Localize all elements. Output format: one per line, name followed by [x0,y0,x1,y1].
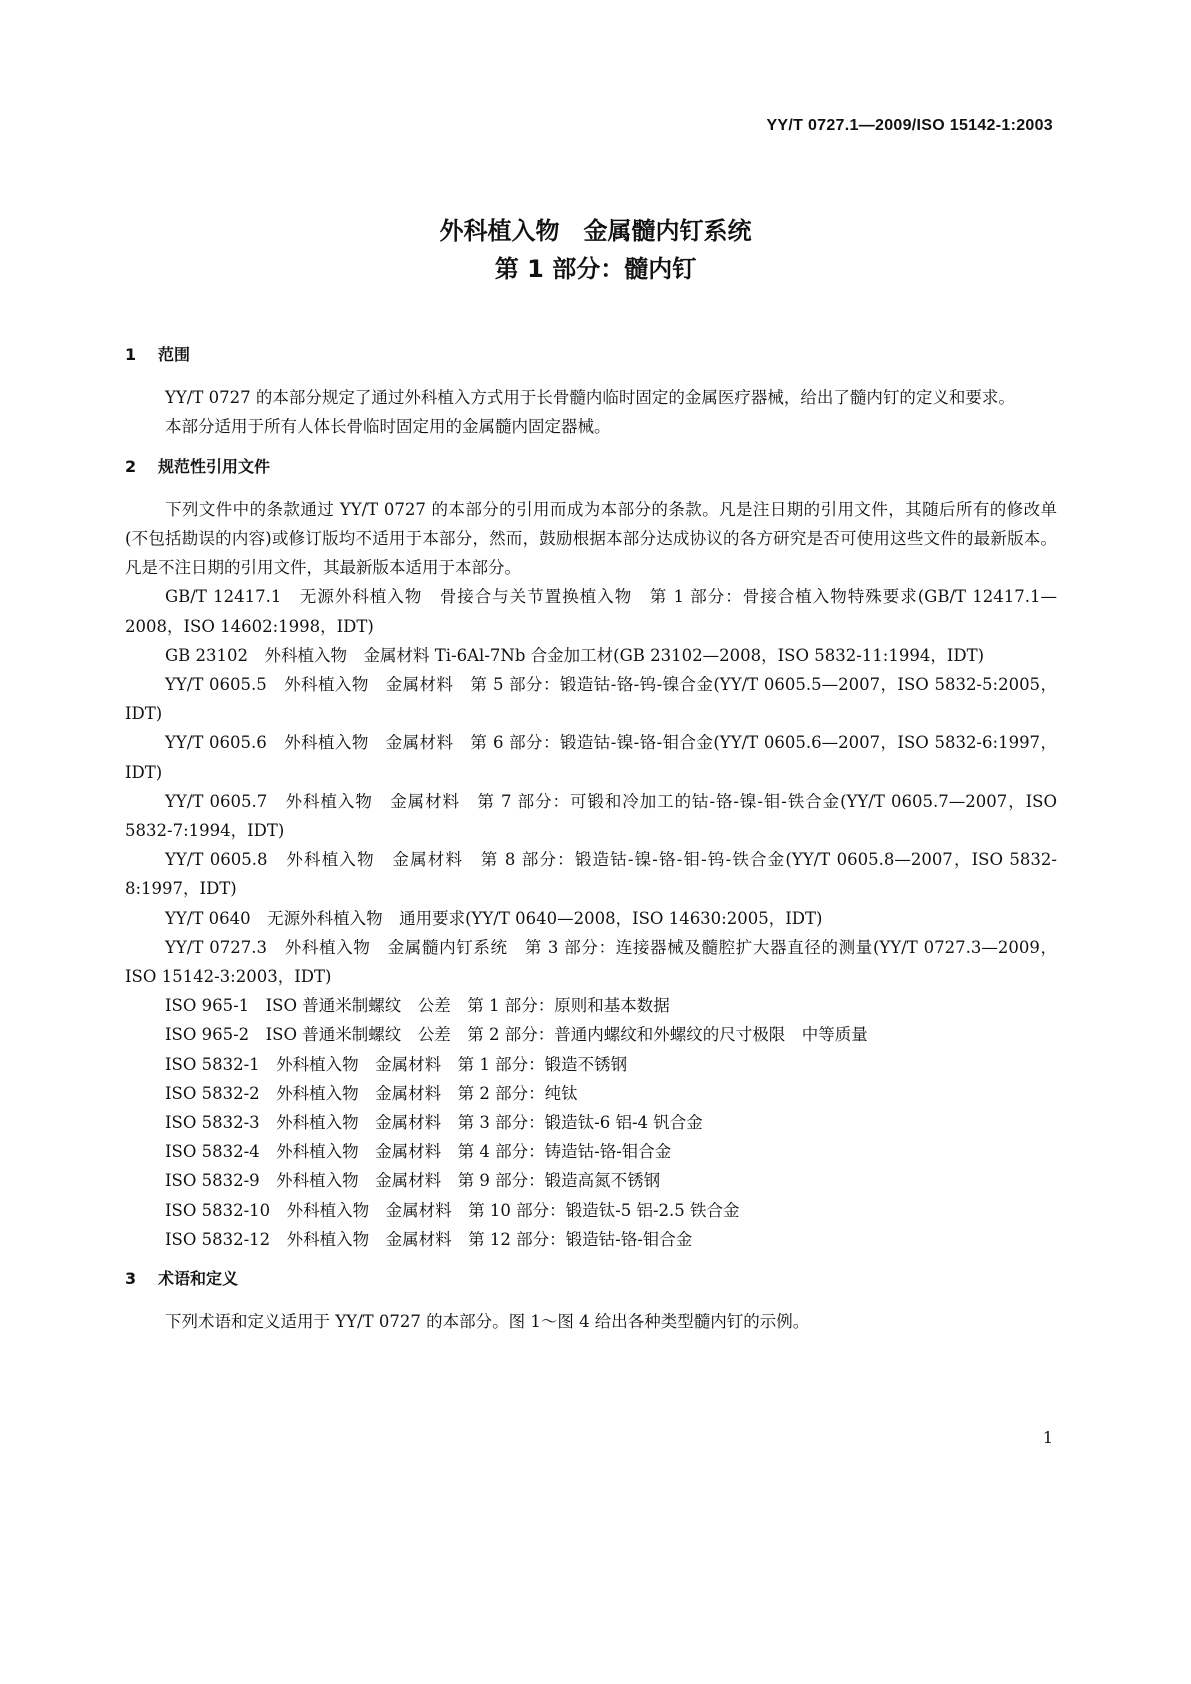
section-body [125,383,1057,441]
section-number: 3 [125,1269,137,1289]
reference-entry: YY/T 0727.3 外科植入物 金属髓内钉系统 第 3 部分：连接器械及髓腔扩大器直径的测量(YY/T 0727.3—2009，ISO 15142-3:2003，IDT) [125,937,1057,987]
document-title [0,212,1191,288]
reference-entry: ISO 5832-4 外科植入物 金属材料 第 4 部分：铸造钴-铬-钼合金 [165,1142,672,1162]
section-title: 术语和定义 [158,1269,239,1289]
reference-entry: ISO 5832-3 外科植入物 金属材料 第 3 部分：锻造钛-6 铝-4 钒合金 [165,1113,703,1133]
section-body [125,1307,1057,1336]
reference-entry: YY/T 0605.6 外科植入物 金属材料 第 6 部分：锻造钴-镍-铬-钼合金(YY/T 0605.6—2007，ISO 5832-6:1997，IDT) [125,733,1057,782]
section-heading [125,340,1057,369]
reference-entry: YY/T 0605.8 外科植入物 金属材料 第 8 部分：锻造钴-镍-铬-钼-钨-铁合金(YY/T 0605.8—2007，ISO 5832-8:1997，IDT) [125,850,1057,899]
page-number: 1 [1042,1428,1053,1447]
document-body [125,334,1057,1347]
title-line-2: 第 1 部分：髓内钉 [494,255,697,283]
standard-code-header: YY/T 0727.1—2009/ISO 15142-1:2003 [766,117,1053,134]
reference-entry: YY/T 0640 无源外科植入物 通用要求(YY/T 0640—2008，ISO 14630:2005，IDT) [165,908,823,928]
reference-entry: ISO 5832-12 外科植入物 金属材料 第 12 部分：锻造钴-铬-钼合金 [165,1229,693,1249]
reference-entry: ISO 5832-2 外科植入物 金属材料 第 2 部分：纯钛 [165,1083,578,1103]
reference-entry: ISO 965-2 ISO 普通米制螺纹 公差 第 2 部分：普通内螺纹和外螺纹的尺寸极限 中等质量 [165,1025,868,1045]
paragraph: YY/T 0727 的本部分规定了通过外科植入方式用于长骨髓内临时固定的金属医疗器械，给出了髓内钉的定义和要求。 [165,388,1015,408]
reference-entry: ISO 5832-9 外科植入物 金属材料 第 9 部分：锻造高氮不锈钢 [165,1171,661,1191]
paragraph: 下列术语和定义适用于 YY/T 0727 的本部分。图 1～图 4 给出各种类型髓内钉的示例。 [165,1312,810,1332]
section-title: 范围 [158,345,191,364]
section-heading [125,1264,1057,1293]
paragraph: 本部分适用于所有人体长骨临时固定用的金属髓内固定器械。 [165,417,611,437]
reference-entry: YY/T 0605.7 外科植入物 金属材料 第 7 部分：可锻和冷加工的钴-铬-镍-钼-铁合金(YY/T 0605.7—2007，ISO 5832-7:1994，IDT) [125,791,1057,841]
section-body [125,495,1057,1254]
reference-entry: ISO 5832-10 外科植入物 金属材料 第 10 部分：锻造钛-5 铝-2.5 铁合金 [165,1200,740,1220]
section-number: 1 [125,345,137,364]
title-line-1: 外科植入物 金属髓内钉系统 [439,217,752,245]
section-heading [125,452,1057,481]
reference-entry: GB 23102 外科植入物 金属材料 Ti-6Al-7Nb 合金加工材(GB 23102—2008，ISO 5832-11:1994，IDT) [165,645,985,665]
section-number: 2 [125,456,137,476]
paragraph: 下列文件中的条款通过 YY/T 0727 的本部分的引用而成为本部分的条款。凡是注日期的引用文件，其随后所有的修改单(不包括勘误的内容)或修订版均不适用于本部分，然而，鼓励根据本部分达成协议的各方研究是否可使用这些文件的最新版本。凡是不注日期的引用文件，其最新版本适用于本部分。 [125,499,1057,578]
reference-entry: ISO 965-1 ISO 普通米制螺纹 公差 第 1 部分：原则和基本数据 [165,996,670,1016]
reference-entry: ISO 5832-1 外科植入物 金属材料 第 1 部分：锻造不锈钢 [165,1054,628,1074]
reference-entry: YY/T 0605.5 外科植入物 金属材料 第 5 部分：锻造钴-铬-钨-镍合金(YY/T 0605.5—2007，ISO 5832-5:2005，IDT) [125,675,1057,724]
section-title: 规范性引用文件 [158,456,271,476]
reference-entry: GB/T 12417.1 无源外科植入物 骨接合与关节置换植入物 第 1 部分：骨接合植入物特殊要求(GB/T 12417.1—2008，ISO 14602:1998，IDT) [125,587,1057,636]
